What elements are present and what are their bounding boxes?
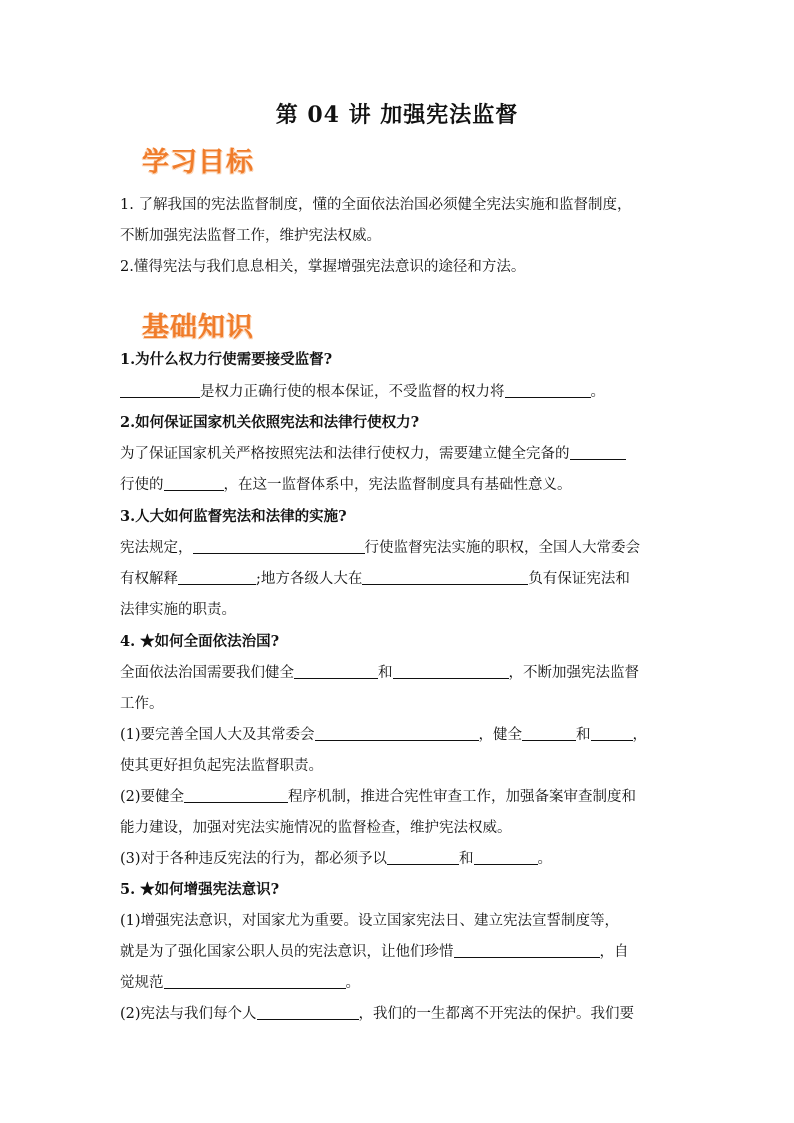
fill-blank[interactable]: [184, 788, 288, 803]
fill-blank[interactable]: [120, 383, 200, 398]
fill-blank[interactable]: [393, 664, 509, 679]
question-1: 1.为什么权力行使需要接受监督?: [120, 351, 333, 368]
fill-blank[interactable]: [164, 974, 346, 989]
question-4-point-1-line-1: (1)要完善全国人大及其常委会 ，健全 和 ，: [120, 727, 648, 743]
fill-blank[interactable]: [522, 726, 576, 741]
page-title: 第 04 讲 加强宪法监督: [275, 102, 519, 128]
question-4: 4. ★如何全面依法治国?: [120, 633, 280, 650]
fill-blank[interactable]: [387, 850, 459, 865]
question-2: 2.如何保证国家机关依照宪法和法律行使权力?: [120, 414, 420, 431]
question-5-point-2: (2)宪法与我们每个人 ，我们的一生都离不开宪法的保护。我们要: [120, 1006, 635, 1022]
fill-blank[interactable]: [362, 570, 528, 585]
objective-1-line-2: 不断加强宪法监督工作，维护宪法权威。: [120, 228, 381, 244]
question-4-point-2-line-2: 能力建设，加强对宪法实施情况的监督检查，维护宪法权威。: [120, 820, 512, 836]
question-3-answer-line-1: 宪法规定， 行使监督宪法实施的职权，全国人大常委会: [120, 540, 640, 556]
question-5-point-1-line-2: 就是为了强化国家公职人员的宪法意识，让他们珍惜 ，自: [120, 944, 629, 960]
question-3-answer-line-3: 法律实施的职责。: [120, 602, 236, 618]
question-4-answer-line-1: 全面依法治国需要我们健全 和 ，不断加强宪法监督: [120, 665, 639, 681]
fill-blank[interactable]: [257, 1005, 359, 1020]
objective-2: 2.懂得宪法与我们息息相关，掌握增强宪法意识的途径和方法。: [120, 259, 526, 275]
question-1-answer: 是权力正确行使的根本保证，不受监督的权力将 。: [120, 382, 680, 402]
basic-knowledge-heading: 基础知识: [142, 312, 254, 343]
question-4-point-1-line-2: 使其更好担负起宪法监督职责。: [120, 758, 323, 774]
question-5-point-1-line-1: (1)增强宪法意识，对国家尤为重要。设立国家宪法日、建立宪法宣誓制度等，: [120, 913, 620, 929]
question-2-answer-line-1: 为了保证国家机关严格按照宪法和法律行使权力，需要建立健全完备的: [120, 444, 680, 464]
fill-blank[interactable]: [505, 383, 591, 398]
question-4-point-3: (3)对于各种违反宪法的行为，都必须予以 和 。: [120, 851, 553, 867]
fill-blank[interactable]: [164, 476, 224, 491]
fill-blank[interactable]: [591, 726, 633, 741]
question-3: 3.人大如何监督宪法和法律的实施?: [120, 508, 347, 525]
question-2-answer-line-2: 行使的 ，在这一监督体系中，宪法监督制度具有基础性意义。: [120, 477, 572, 493]
learning-objectives-heading: 学习目标: [142, 147, 254, 178]
question-5: 5. ★如何增强宪法意识?: [120, 881, 280, 898]
question-5-point-1-line-3: 觉规范 。: [120, 975, 360, 991]
question-4-point-2-line-1: (2)要健全 程序机制，推进合宪性审查工作，加强备案审查制度和: [120, 789, 637, 805]
fill-blank[interactable]: [454, 943, 600, 958]
fill-blank[interactable]: [178, 570, 256, 585]
question-3-answer-line-2: 有权解释 ;地方各级人大在 负有保证宪法和: [120, 571, 630, 587]
fill-blank[interactable]: [315, 726, 479, 741]
objective-1-line-1: 1. 了解我国的宪法监督制度，懂的全面依法治国必须健全宪法实施和监督制度，: [120, 197, 632, 213]
fill-blank[interactable]: [474, 850, 538, 865]
fill-blank[interactable]: [193, 539, 365, 554]
question-4-answer-line-2: 工作。: [120, 696, 164, 712]
fill-blank[interactable]: [294, 664, 378, 679]
fill-blank[interactable]: [570, 445, 626, 460]
